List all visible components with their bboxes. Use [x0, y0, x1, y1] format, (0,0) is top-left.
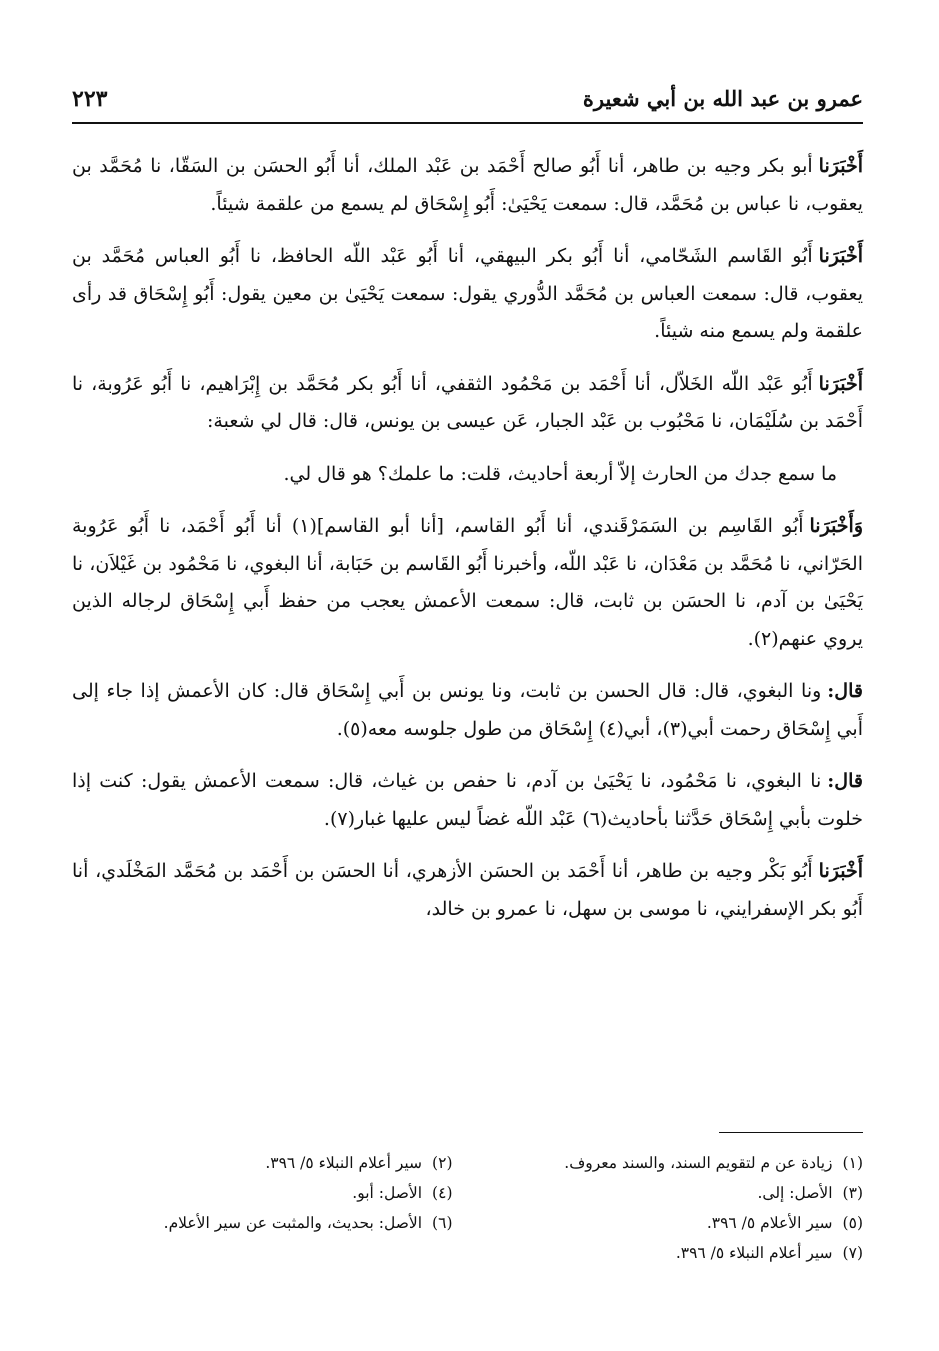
quoted-paragraph	[72, 456, 863, 494]
paragraph-text: أَبُو بَكْر وجيه بن طاهر، أنا أَحْمَد بن الحسَن الأزهري، أنا الحسَن بن أَحْمَد بن مُحَمَّد المَخْلَدي، أنا أَبُو بكر الإسفرايني، نا موسى بن سهل، نا عمرو بن خالد،	[72, 860, 863, 920]
footnote-6	[72, 1208, 453, 1238]
footnote-mark: (٧)	[842, 1244, 863, 1262]
paragraph	[72, 763, 863, 838]
paragraph-lead: قال:	[827, 680, 863, 702]
paragraph-lead: أَخْبَرَنا	[818, 245, 863, 267]
paragraph-text: أَبُو القَاسِم بن السَمَرْقَندي، أنا أَبُو القاسم، [أنا أبو القاسم](١) أنا أَبُو أَحْمَد، نا أَبُو عَرُوبة الحَرّاني، نا مُحَمَّد بن مَعْدَان، نا عَبْد اللّه، وأخبرنا أَبُو القَاسم بن حَبَابة، أنا البغوي، نا مَحْمُود بن غَيْلاَن، نا يَحْيَىٰ بن آدم، نا الحسَن بن ثابت، قال: سمعت الأعمش يعجب من حفظ أَبي إِسْحَاق لرجاله الذين يروي عنهم(٢).	[72, 515, 863, 650]
footnote-mark: (٢)	[432, 1154, 453, 1172]
running-title: عمرو بن عبد الله بن أبي شعيرة	[582, 86, 863, 111]
footnote-2	[72, 1148, 453, 1178]
paragraph-text: أَبُو عَبْد اللّه الخَلاّل، أنا أَحْمَد بن مَحْمُود الثقفي، أنا أَبُو بكر مُحَمَّد بن إِبْرَاهيم، نا أَبُو عَرُوبة، نا أَحْمَد بن سُلَيْمَان، نا مَحْبُوب بن عَبْد الجبار، عَن عيسى بن يونس، قال: قال لي شعبة:	[72, 372, 863, 432]
page-number: ٢٢٣	[72, 86, 108, 112]
paragraph-lead: أَخْبَرَنا	[818, 155, 863, 177]
paragraph-text: ما سمع جدك من الحارث إلاّ أربعة أحاديث، قلت: ما علمك؟ هو قال لي.	[283, 462, 837, 485]
footnote-text: الأصل: إلى.	[757, 1184, 833, 1202]
paragraph-text: نا البغوي، نا مَحْمُود، نا يَحْيَىٰ بن آدم، نا حفص بن غياث، قال: سمعت الأعمش يقول: كنت إذا خلوت بأبي إِسْحَاق حَدَّثنا بأحاديث(٦) عَبْد اللّه غضاً ليس عليها غبار(٧).	[72, 770, 863, 830]
paragraph-text: أبو بكر وجيه بن طاهر، أنا أَبُو صالح أَحْمَد بن عَبْد الملك، أنا أَبُو الحسَن بن السَقّا، نا مُحَمَّد بن يعقوب، نا عباس بن مُحَمَّد، قال: سمعت يَحْيَىٰ: أَبُو إِسْحَاق لم يسمع من علقمة شيئاً.	[72, 155, 863, 215]
footnote-1	[483, 1148, 864, 1178]
footnote-text: زيادة عن م لتقويم السند، والسند معروف.	[564, 1154, 833, 1172]
footnote-4	[72, 1178, 453, 1208]
footnote-7	[483, 1238, 864, 1268]
footnote-3	[483, 1178, 864, 1208]
page-header	[72, 86, 863, 124]
paragraph-lead: وَأَخْبَرَنا	[809, 515, 864, 537]
footnote-mark: (٣)	[842, 1184, 863, 1202]
footnote-divider	[719, 1132, 863, 1133]
paragraph-text: ونا البغوي، قال: قال الحسن بن ثابت، ونا يونس بن أَبي إِسْحَاق قال: كان الأعمش إذا جاء إلى أَبي إِسْحَاق رحمت أبي(٣)، أبي(٤) إِسْحَاق من طول جلوسه معه(٥).	[72, 680, 863, 740]
footnote-text: الأصل: أبو.	[352, 1184, 423, 1202]
paragraph	[72, 508, 863, 658]
paragraph	[72, 366, 863, 441]
footnote-mark: (٤)	[432, 1184, 453, 1202]
footnote-mark: (١)	[842, 1154, 863, 1172]
footnote-mark: (٦)	[432, 1214, 453, 1232]
paragraph	[72, 148, 863, 223]
footnotes	[72, 1148, 863, 1268]
main-text	[72, 148, 863, 943]
paragraph	[72, 673, 863, 748]
footnote-mark: (٥)	[842, 1214, 863, 1232]
footnote-text: سير الأعلام ٥/ ٣٩٦.	[706, 1214, 833, 1232]
paragraph-text: أَبُو القَاسم الشَحّامي، أنا أَبُو بكر البيهقي، أنا أَبُو عَبْد اللّه الحافظ، نا أَبُو العباس مُحَمَّد بن يعقوب، قال: سمعت العباس بن مُحَمَّد الدُّوري يقول: سمعت يَحْيَىٰ بن معين يقول: أَبُو إِسْحَاق قد رأى علقمة ولم يسمع منه شيئاً.	[72, 245, 863, 342]
paragraph	[72, 238, 863, 351]
footnote-text: سير أعلام النبلاء ٥/ ٣٩٦.	[675, 1244, 833, 1262]
paragraph-lead: أَخْبَرَنا	[818, 372, 863, 395]
paragraph	[72, 853, 863, 928]
paragraph-lead: قال:	[827, 770, 863, 792]
footnote-text: الأصل: بحديث، والمثبت عن سير الأعلام.	[163, 1214, 423, 1232]
footnote-text: سير أعلام النبلاء ٥/ ٣٩٦.	[265, 1154, 423, 1172]
paragraph-lead: أَخْبَرَنا	[818, 860, 863, 882]
footnote-5	[483, 1208, 864, 1238]
